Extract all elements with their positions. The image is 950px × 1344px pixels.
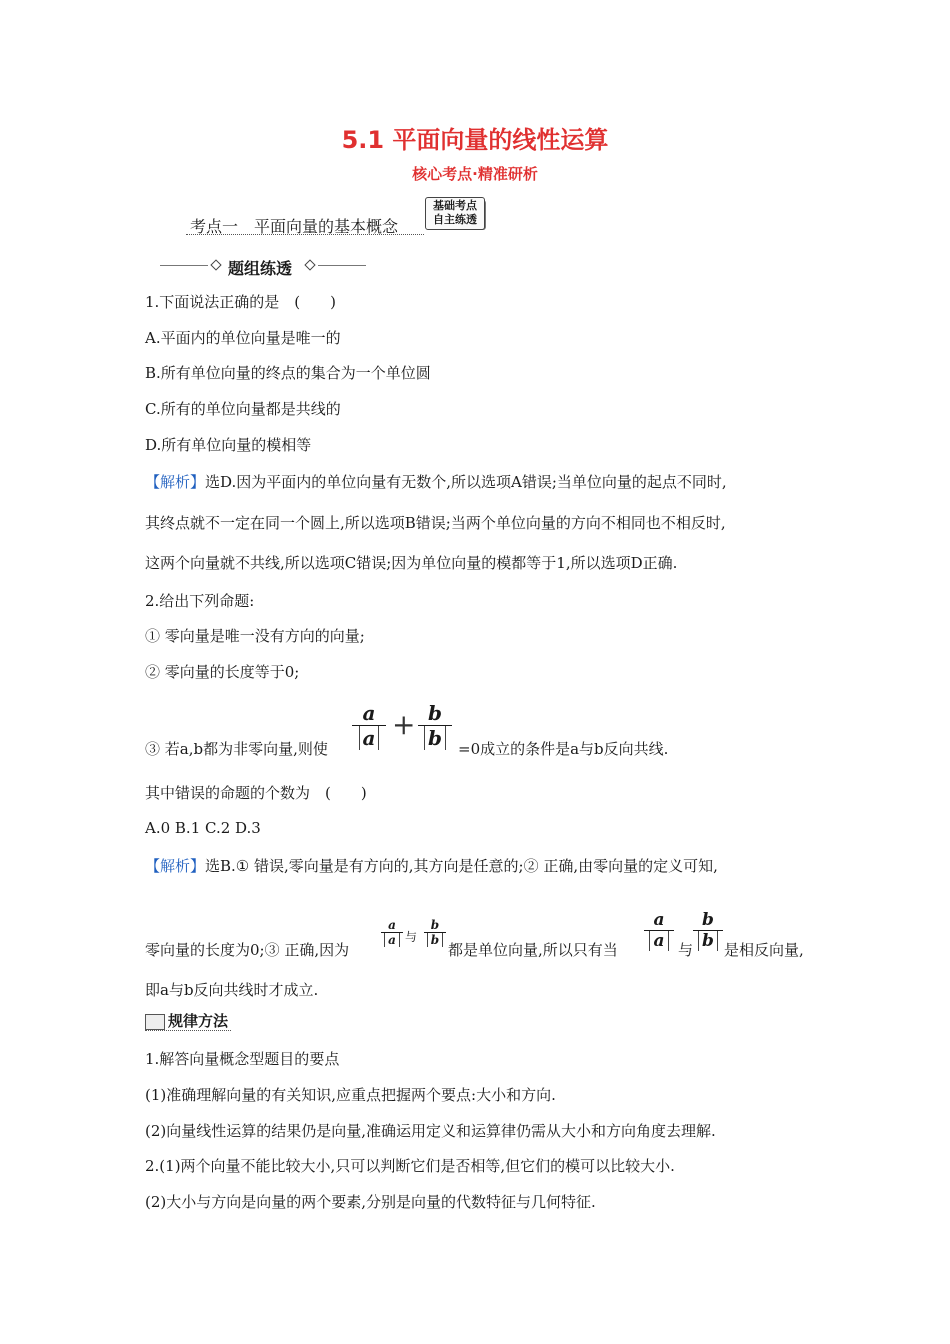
q2-proposition-1: ① 零向量是唯一没有方向的向量; bbox=[145, 627, 365, 645]
rules-item-5: (2)大小与方向是向量的两个要素,分别是向量的代数特征与几何特征. bbox=[145, 1193, 596, 1211]
q2-question: 其中错误的命题的个数为 ( ) bbox=[145, 784, 367, 802]
fraction-a-over-norm-a bbox=[352, 701, 386, 750]
small-fraction-a bbox=[381, 918, 403, 947]
medium-fraction-a bbox=[644, 910, 674, 951]
medium-fraction-a-num: a bbox=[653, 910, 665, 930]
rules-icon bbox=[145, 1014, 165, 1030]
q2-analysis-yu-1: 与 bbox=[405, 930, 418, 944]
medium-fraction-b bbox=[693, 910, 723, 951]
rules-item-3: (2)向量线性运算的结果仍是向量,准确运用定义和运算律仍需从大小和方向角度去理解. bbox=[145, 1122, 716, 1140]
plus-sign: + bbox=[392, 708, 416, 741]
group-divider-right bbox=[318, 265, 366, 266]
q2-analysis-text-2c: 是相反向量, bbox=[724, 941, 804, 959]
q2-analysis-yu-2: 与 bbox=[678, 941, 694, 959]
q1-analysis-line-2: 其终点就不一定在同一个圆上,所以选项B错误;当两个单位向量的方向不相同也不相反时, bbox=[145, 514, 726, 532]
q2-analysis-line-3: 即a与b反向共线时才成立. bbox=[145, 981, 319, 999]
section-underline bbox=[186, 234, 424, 235]
q1-analysis-line-3: 这两个向量就不共线,所以选项C错误;因为单位向量的模都等于1,所以选项D正确. bbox=[145, 554, 678, 572]
rules-underline bbox=[145, 1030, 231, 1031]
fraction-a-numerator: a bbox=[362, 701, 376, 725]
medium-fraction-b-num: b bbox=[702, 910, 714, 930]
tag-line-1: 基础考点 bbox=[433, 199, 477, 212]
rules-item-4: 2.(1)两个向量不能比较大小,只可以判断它们是否相等,但它们的模可以比较大小. bbox=[145, 1157, 675, 1175]
medium-fraction-a-den: a bbox=[649, 931, 668, 951]
small-fraction-a-num: a bbox=[388, 918, 396, 932]
rules-item-1: 1.解答向量概念型题目的要点 bbox=[145, 1050, 340, 1068]
group-title: 题组练透 bbox=[228, 259, 293, 278]
q2-stem: 2.给出下列命题: bbox=[145, 592, 255, 610]
q2-analysis-text-2b: 都是单位向量,所以只有当 bbox=[448, 941, 618, 959]
group-divider-left bbox=[160, 265, 208, 266]
q2-proposition-2: ② 零向量的长度等于0; bbox=[145, 663, 300, 681]
q2-analysis-label: 【解析】 bbox=[145, 857, 206, 875]
small-fraction-b-num: b bbox=[430, 918, 440, 932]
rules-item-2: (1)准确理解向量的有关知识,应重点把握两个要点:大小和方向. bbox=[145, 1086, 556, 1104]
q1-stem: 1.下面说法正确的是 ( ) bbox=[145, 293, 337, 311]
page-subtitle: 核心考点·精准研析 bbox=[412, 165, 538, 183]
fraction-b-denominator: b bbox=[424, 726, 446, 750]
q2-options: A.0 B.1 C.2 D.3 bbox=[145, 819, 261, 837]
fraction-b-numerator: b bbox=[428, 701, 442, 725]
small-fraction-b-den: b bbox=[427, 933, 443, 947]
small-fraction-b bbox=[424, 918, 446, 947]
rules-title: 规律方法 bbox=[168, 1012, 229, 1030]
tag-line-2: 自主练透 bbox=[433, 213, 477, 226]
q1-analysis-text-1: 选D.因为平面内的单位向量有无数个,所以选项A错误;当单位向量的起点不同时, bbox=[205, 473, 727, 491]
q2-analysis-text-1: 选B.① 错误,零向量是有方向的,其方向是任意的;② 正确,由零向量的定义可知, bbox=[205, 857, 718, 875]
q1-option-d: D.所有单位向量的模相等 bbox=[145, 436, 312, 454]
q2-proposition-3-post: =0成立的条件是a与b反向共线. bbox=[458, 740, 669, 758]
q2-analysis-line-1 bbox=[145, 855, 718, 876]
q1-option-b: B.所有单位向量的终点的集合为一个单位圆 bbox=[145, 364, 431, 382]
fraction-b-over-norm-b bbox=[418, 701, 452, 750]
small-fraction-a-den: a bbox=[384, 933, 400, 947]
q1-option-c: C.所有的单位向量都是共线的 bbox=[145, 400, 341, 418]
q1-option-a: A.平面内的单位向量是唯一的 bbox=[145, 329, 341, 347]
q1-analysis-line-1 bbox=[145, 471, 727, 492]
group-diamond-left-icon bbox=[210, 259, 221, 270]
q1-analysis-label: 【解析】 bbox=[145, 473, 206, 491]
section-heading: 考点一 平面向量的基本概念 bbox=[190, 217, 399, 236]
page-title: 5.1 平面向量的线性运算 bbox=[341, 126, 609, 154]
q2-analysis-text-2a: 零向量的长度为0;③ 正确,因为 bbox=[145, 941, 350, 959]
q2-proposition-3-pre: ③ 若a,b都为非零向量,则使 bbox=[145, 740, 328, 758]
fraction-a-denominator: a bbox=[359, 726, 380, 750]
group-diamond-right-icon bbox=[304, 259, 315, 270]
medium-fraction-b-den: b bbox=[698, 931, 718, 951]
section-tag bbox=[425, 197, 485, 230]
